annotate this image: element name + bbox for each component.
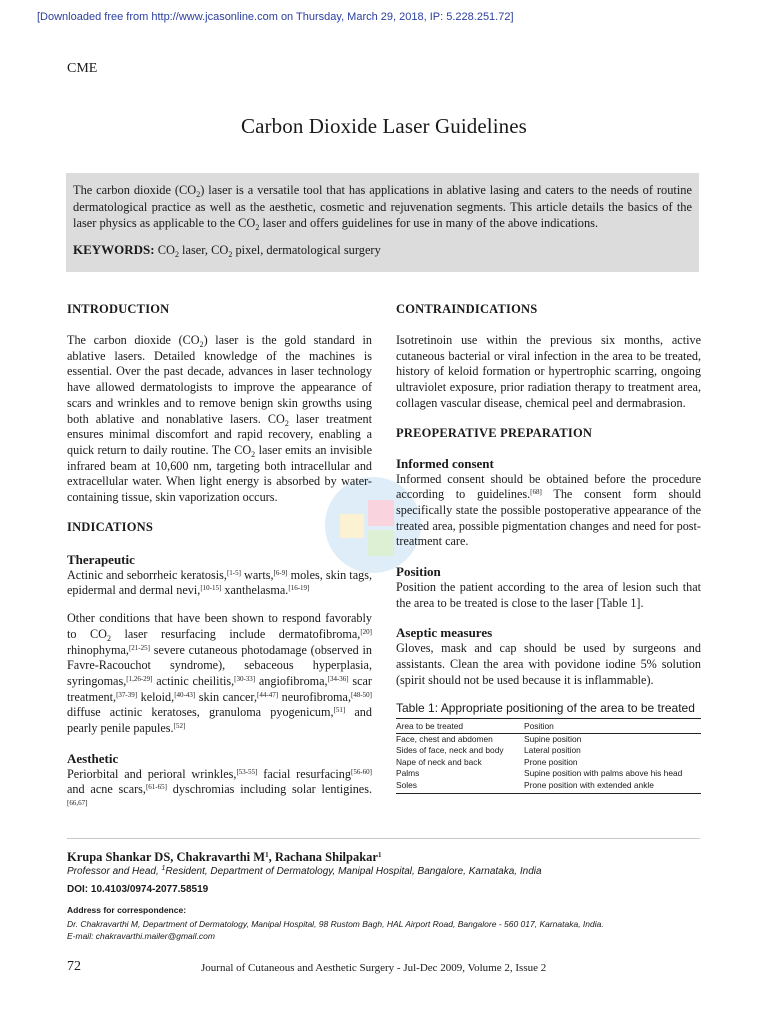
- positioning-table: [396, 718, 701, 795]
- correspondence-address: [67, 918, 604, 942]
- introduction-text: The carbon dioxide $(CO_2)$ laser is the gold standard in ablative lasers. Detailed knowledge of the machines is essential. Over the past decade, advances in laser technology have allowed dermatologists to improve the appearance of scars and wrinkles and to remove benign skin growths using both ablative and nonablative lasers. $CO_2$ laser treatment ensures minimal discomfort and rapid recovery, enabling a quick return to daily routine. The $CO_2$ laser emits an invisible infrared beam at 10,600 nm, targeting both intracellular and extracellular water. When light energy is absorbed by water-containing tissue, skin vaporization occurs.: [67, 333, 372, 505]
- author-names: Krupa Shankar DS, Chakravarthi $M^1$, Rachana Shilpakar$^1$: [67, 850, 382, 864]
- address-line: Dr. Chakravarthi M, Department of Dermatology, Manipal Hospital, 98 Rustom Bagh, HAL Airport Road, Bangalore - 560 017, Karnataka, India.: [67, 919, 604, 929]
- aesthetic-text: Periorbital and perioral wrinkles,[53-55] facial resurfacing[56-60] and acne scars,[61-65] dyschromias including solar lentigines.[66,67]: [67, 766, 372, 808]
- table-cell-position: Prone position: [524, 756, 578, 767]
- other-conditions-text: Other conditions that have been shown to respond favorably to $CO_2$ laser resurfacing include dermatofibroma,[20] rhinophyma,[21-25] severe cutaneous photodamage (observed in Favre-Racouchot syndrome), sebaceous hyperplasia, syringomas,[1,26-29] actinic cheilitis,[30-33] angiofibroma,[34-36] scar treatment,[37-39] keloid,[40-43] skin cancer,[44-47] neurofibroma,[48-50] diffuse actinic keratoses, granuloma pyogenicum,[51] and pearly penile papules.[52]: [67, 611, 372, 736]
- table-cell-area: Soles: [396, 780, 524, 794]
- table-cell-area: Sides of face, neck and body: [396, 745, 504, 756]
- table-row: [396, 733, 701, 745]
- keywords-label: KEYWORDS:: [73, 241, 155, 257]
- table-cell-position: Lateral position: [524, 745, 581, 756]
- table-row: [396, 768, 701, 780]
- table-cell-area: Nape of neck and back: [396, 756, 482, 767]
- therapeutic-text: Actinic and seborrheic keratosis,[1-5] warts,[6-9] moles, skin tags, epidermal and dermal nevi,[10-15] xanthelasma.[16-19]: [67, 567, 372, 598]
- indications-heading: INDICATIONS: [67, 519, 154, 534]
- table-cell-area: Palms: [396, 768, 420, 779]
- table-row: [396, 757, 701, 769]
- position-text: Position the patient according to the area of lesion such that the area to be treated is close to the laser [Table 1].: [396, 580, 701, 610]
- section-tag: CME: [67, 61, 98, 76]
- right-column: [396, 302, 701, 794]
- table-caption: Table 1: Appropriate positioning of the area to be treated: [396, 700, 695, 715]
- table-header-area: Area to be treated: [396, 718, 524, 733]
- informed-consent-heading: Informed consent: [396, 455, 494, 471]
- left-column: [67, 302, 372, 814]
- table-cell-position: Supine position: [524, 733, 582, 744]
- aseptic-text: Gloves, mask and cap should be used by surgeons and assistants. Clean the area with povidone iodine 5% solution (spirit should not be used because it is inflammable).: [396, 641, 701, 687]
- aseptic-heading: Aseptic measures: [396, 625, 493, 641]
- journal-footer: Journal of Cutaneous and Aesthetic Surgery - Jul-Dec 2009, Volume 2, Issue 2: [201, 962, 547, 974]
- contraindications-text: Isotretinoin use within the previous six months, active cutaneous bacterial or viral infection in the area to be treated, history of keloid formation or hypertrophic scarring, ongoing ultraviolet exposure, prior radiation therapy to treatment area, collagen vascular disease, chemical peel and dermabrasion.: [396, 333, 701, 410]
- keywords: KEYWORDS: $CO_2$ laser, $CO_2$ pixel, dermatological surgery: [73, 241, 381, 259]
- contraindications-heading: CONTRAINDICATIONS: [396, 302, 538, 316]
- position-heading: Position: [396, 564, 441, 580]
- table-header-position: Position: [524, 718, 701, 733]
- introduction-heading: INTRODUCTION: [67, 302, 170, 316]
- correspondence-heading: Address for correspondence:: [67, 905, 187, 915]
- table-row: [396, 745, 701, 757]
- abstract-text: The carbon dioxide $(CO_2)$ laser is a versatile tool that has applications in ablative lasing and caters to the needs of routine dermatological practice as well as the aesthetic, cosmetic and rejuvenation segments. This article details the basics of the laser physics as applicable to the $CO_2$ laser and offers guidelines for use in many of the above indications.: [73, 183, 692, 232]
- author-divider: [67, 838, 700, 839]
- table-cell-position: Supine position with palms above his head: [524, 768, 683, 779]
- table-cell-area: Face, chest and abdomen: [396, 733, 493, 744]
- email-line: E-mail: chakravarthi.mailer@gmail.com: [67, 931, 215, 941]
- therapeutic-heading: Therapeutic: [67, 551, 135, 567]
- author-affiliation: Professor and Head, $^1$Resident, Department of Dermatology, Manipal Hospital, Bangalore, Karnataka, India: [67, 865, 542, 877]
- article-title: Carbon Dioxide Laser Guidelines: [241, 114, 527, 138]
- abstract-box: [66, 173, 699, 272]
- preoperative-heading: PREOPERATIVE PREPARATION: [396, 425, 593, 440]
- download-banner: [Downloaded free from http://www.jcasonline.com on Thursday, March 29, 2018, IP: 5.228.251.72]: [37, 11, 514, 23]
- aesthetic-heading: Aesthetic: [67, 750, 119, 766]
- table-cell-position: Prone position with extended ankle: [524, 780, 701, 794]
- page-number: 72: [67, 959, 81, 974]
- doi: DOI: 10.4103/0974-2077.58519: [67, 884, 209, 895]
- informed-consent-text: Informed consent should be obtained before the procedure according to guidelines.[68] The consent form should specifically state the possible postoperative appearance of the treated area, possible pigmentation changes and need for post-treatment care.: [396, 471, 701, 549]
- table-row: [396, 780, 701, 794]
